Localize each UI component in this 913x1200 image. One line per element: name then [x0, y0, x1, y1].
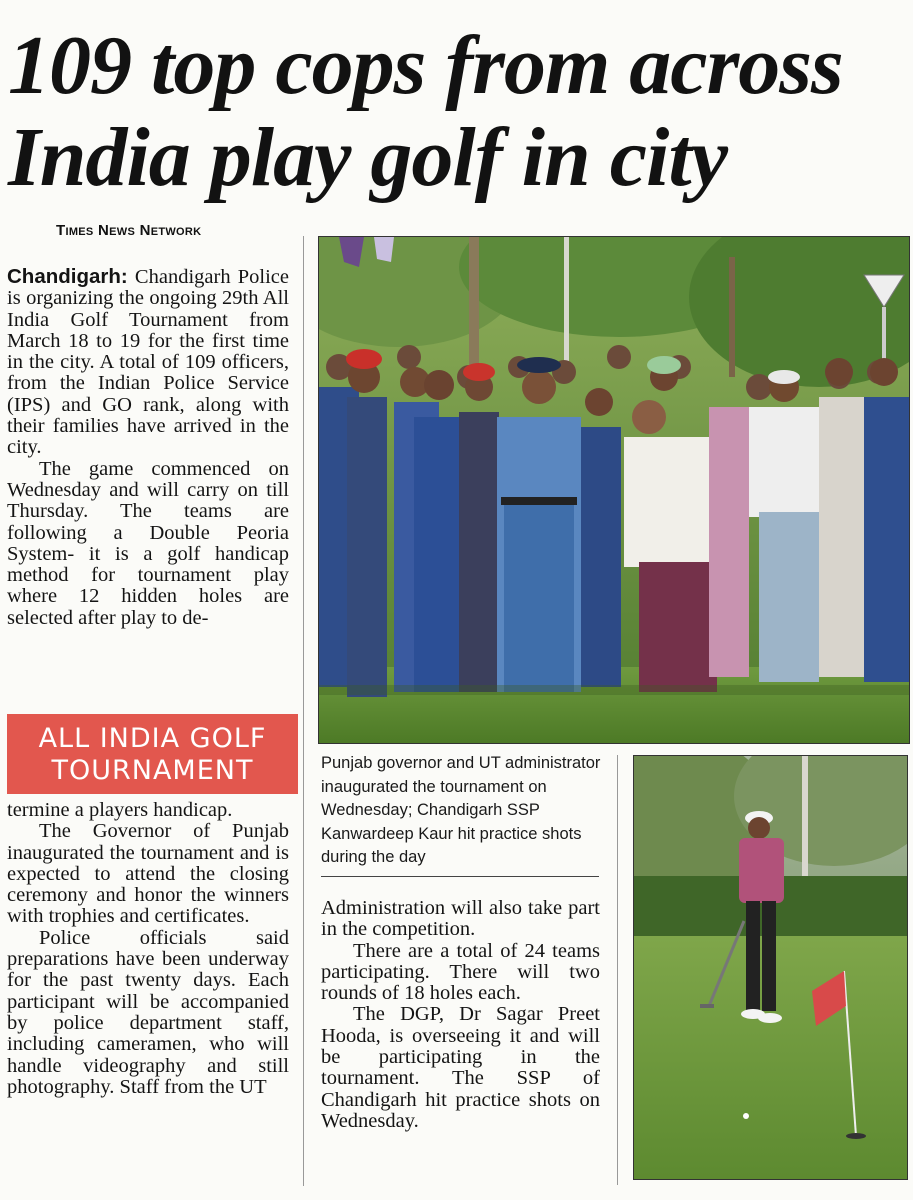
banner-line-2: TOURNAMENT — [51, 755, 254, 786]
headline-line-1: 109 top cops from across — [8, 19, 843, 112]
article-column-1-top — [7, 266, 289, 629]
article-paragraph: The Governor of Punjab inaugurated the tournament and is expected to attend the closing ceremony and honor the winners with trophies and certificates. — [7, 820, 289, 928]
headline-line-2: India play golf in city — [8, 111, 727, 204]
paragraph-text: Chandigarh Police is organizing the ongoing 29th All India Golf Tournament from March 18 to 19 for the first time in the city. A total of 109 officers, from the Indian Police Service (IPS) and GO rank, along with their families have arrived in the city. — [7, 266, 290, 459]
article-column-2 — [321, 898, 600, 1132]
column-divider — [617, 755, 618, 1185]
article-paragraph: The game commenced on Wednesday and will carry on till Thursday. The teams are following a Double Peoria System- it is a golf handicap method for tournament play where 12 hidden holes are selected after play to de- — [7, 457, 289, 629]
banner-line-1: ALL INDIA GOLF — [38, 723, 267, 754]
section-banner — [7, 714, 298, 794]
caption-rule — [321, 876, 599, 877]
article-paragraph: The DGP, Dr Sagar Preet Hooda, is overseeing it and will be participating in the tournament. The SSP of Chandigarh hit practice shots on Wednesday. — [321, 1003, 600, 1132]
group-photo — [318, 236, 910, 744]
article-paragraph — [7, 266, 289, 459]
article-paragraph: termine a players handicap. — [7, 799, 233, 821]
article-column-1-bottom — [7, 800, 289, 1098]
byline: Times News Network — [56, 222, 202, 239]
article-paragraph: Administration will also take part in the competition. — [321, 897, 600, 941]
column-divider — [303, 236, 304, 1186]
article-paragraph: Police officials said preparations have been underway for the past twenty days. Each participant will be accompanied by police department staff, including cameramen, who will handle videography and still photography. Staff from the UT — [7, 926, 289, 1098]
dateline: Chandigarh: — [7, 265, 128, 288]
photo-caption: Punjab governor and UT administrator inaugurated the tournament on Wednesday; Chandigarh SSP Kanwardeep Kaur hit practice shots during the day — [321, 754, 601, 866]
golfer-photo — [633, 755, 908, 1180]
headline — [8, 20, 908, 204]
article-paragraph: There are a total of 24 teams participating. There will two rounds of 18 holes each. — [321, 939, 600, 1005]
